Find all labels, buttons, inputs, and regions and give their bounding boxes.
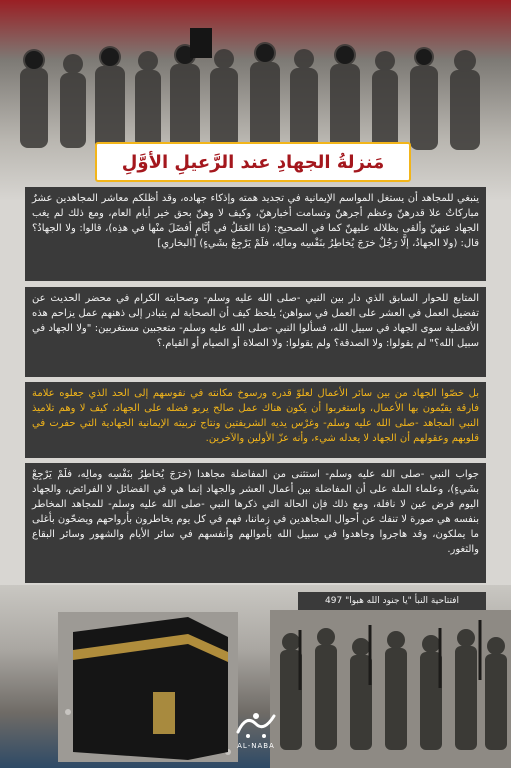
paragraph-2: المتابع للحوار السابق الذي دار بين النبي -صلى الله عليه وسلم- وصحابته الكرام في محضر الحديث عن تفضيل العمل في العشر على العمل في سواهن؛ يلحظ كيف أن الصحابة لم يتبادر إلى ذهنهم عمل يزاحم هذه الأفضلية سوى الجهاد في سبيل الله، فسألوا النبي -صلى الله عليه وسلم- متعجبين مستغربين: "ولا الجهاد في سبيل الله؟" لم يقولوا: ولا الصدقة؟ ولم يقولوا: ولا الصلاة أو الصيام أو القيام.؟ — [25, 287, 486, 377]
source-caption: افتتاحية النبأ "يا جنود الله هبوا" 497 — [298, 592, 486, 610]
paragraph-3: بل خصّوا الجهاد من بين سائر الأعمال لعلوّ قدره ورسوخ مكانته في نفوسهم إلى الحد الذي جعلوه علامة فارقة يقيّمون بها الأعمال، واستغربوا أن يكون هناك عمل صالح يربو فضله على الجهاد، كيف لا وهم تلاميذ النبي المجاهد -صلى الله عليه وسلم- وغرْس يديه الشريفتين ونتاج تربيته الإيمانية الجهادية التي حفرت في قلوبهم وعقولهم أن الجهاد لا يعدله شيء، وأنه عزّ الأولين والآخرين. — [25, 382, 486, 458]
publisher-logo — [226, 708, 286, 760]
paragraph-4: جواب النبي -صلى الله عليه وسلم- استثنى من المفاضلة مجاهدا (خرَجَ يُخاطِرُ بنَفْسِه ومالِه، فلَمْ يَرْجِعْ بشَيءٍ)، وعلماء الملة على أن المفاضلة بين أعمال العشر والجهاد إنما هي في الفضائل لا الفرائض، والجهاد اليوم فرض عين لا نافلة، ومع ذلك فإن الحالة التي ذكرها النبي -صلى الله عليه وسلم- للمجاهد المخاطر بنفسه هي صورة لا تنفك عن أحوال المجاهدين في زماننا، فهم في كل يوم يخاطرون بأرواحهم ويضحّون بأغلى ما يملكون، وقد هاجروا وجاهدوا في سبيل الله بأموالهم وأنفسهم في سائر الأيام والشهور وسائر البقاع والثغور. — [25, 463, 486, 583]
logo-latin-text: AL-NABA — [237, 742, 275, 750]
page-title: مَنزلةُ الجهادِ عند الرَّعيلِ الأوَّلِ — [121, 151, 385, 173]
army-image — [270, 610, 511, 768]
title-banner — [95, 142, 411, 182]
kaaba-image — [58, 612, 238, 762]
logo-emblem — [234, 708, 278, 742]
paragraph-1: ينبغي للمجاهد أن يستغل المواسم الإيمانية في تجديد همته وإذكاء جهاده، وقد أظلكم معاشر المجاهدين عشرٌ مباركاتٌ علا قدرهنّ وعظم أجرهنّ وتسامت أخبارهنّ، وكيف لا وهنّ بحق خير أيام العام، ومع ذلك لم يغب الجهاد عنهنّ وألقى بظلاله عليهنّ كما في الصحيح: (مَا العَمَلُ في أيَّامٍ أفضَلَ منْها في هذِه)، قالوا: ولا الجهادُ؟ قال: (ولا الجهادُ، إلَّا رَجُلٌ خرَجَ يُخاطِرُ بنَفْسِه ومالِه، فلَمْ يَرْجِعْ بشَيءٍ) [البخاري] — [25, 187, 486, 281]
